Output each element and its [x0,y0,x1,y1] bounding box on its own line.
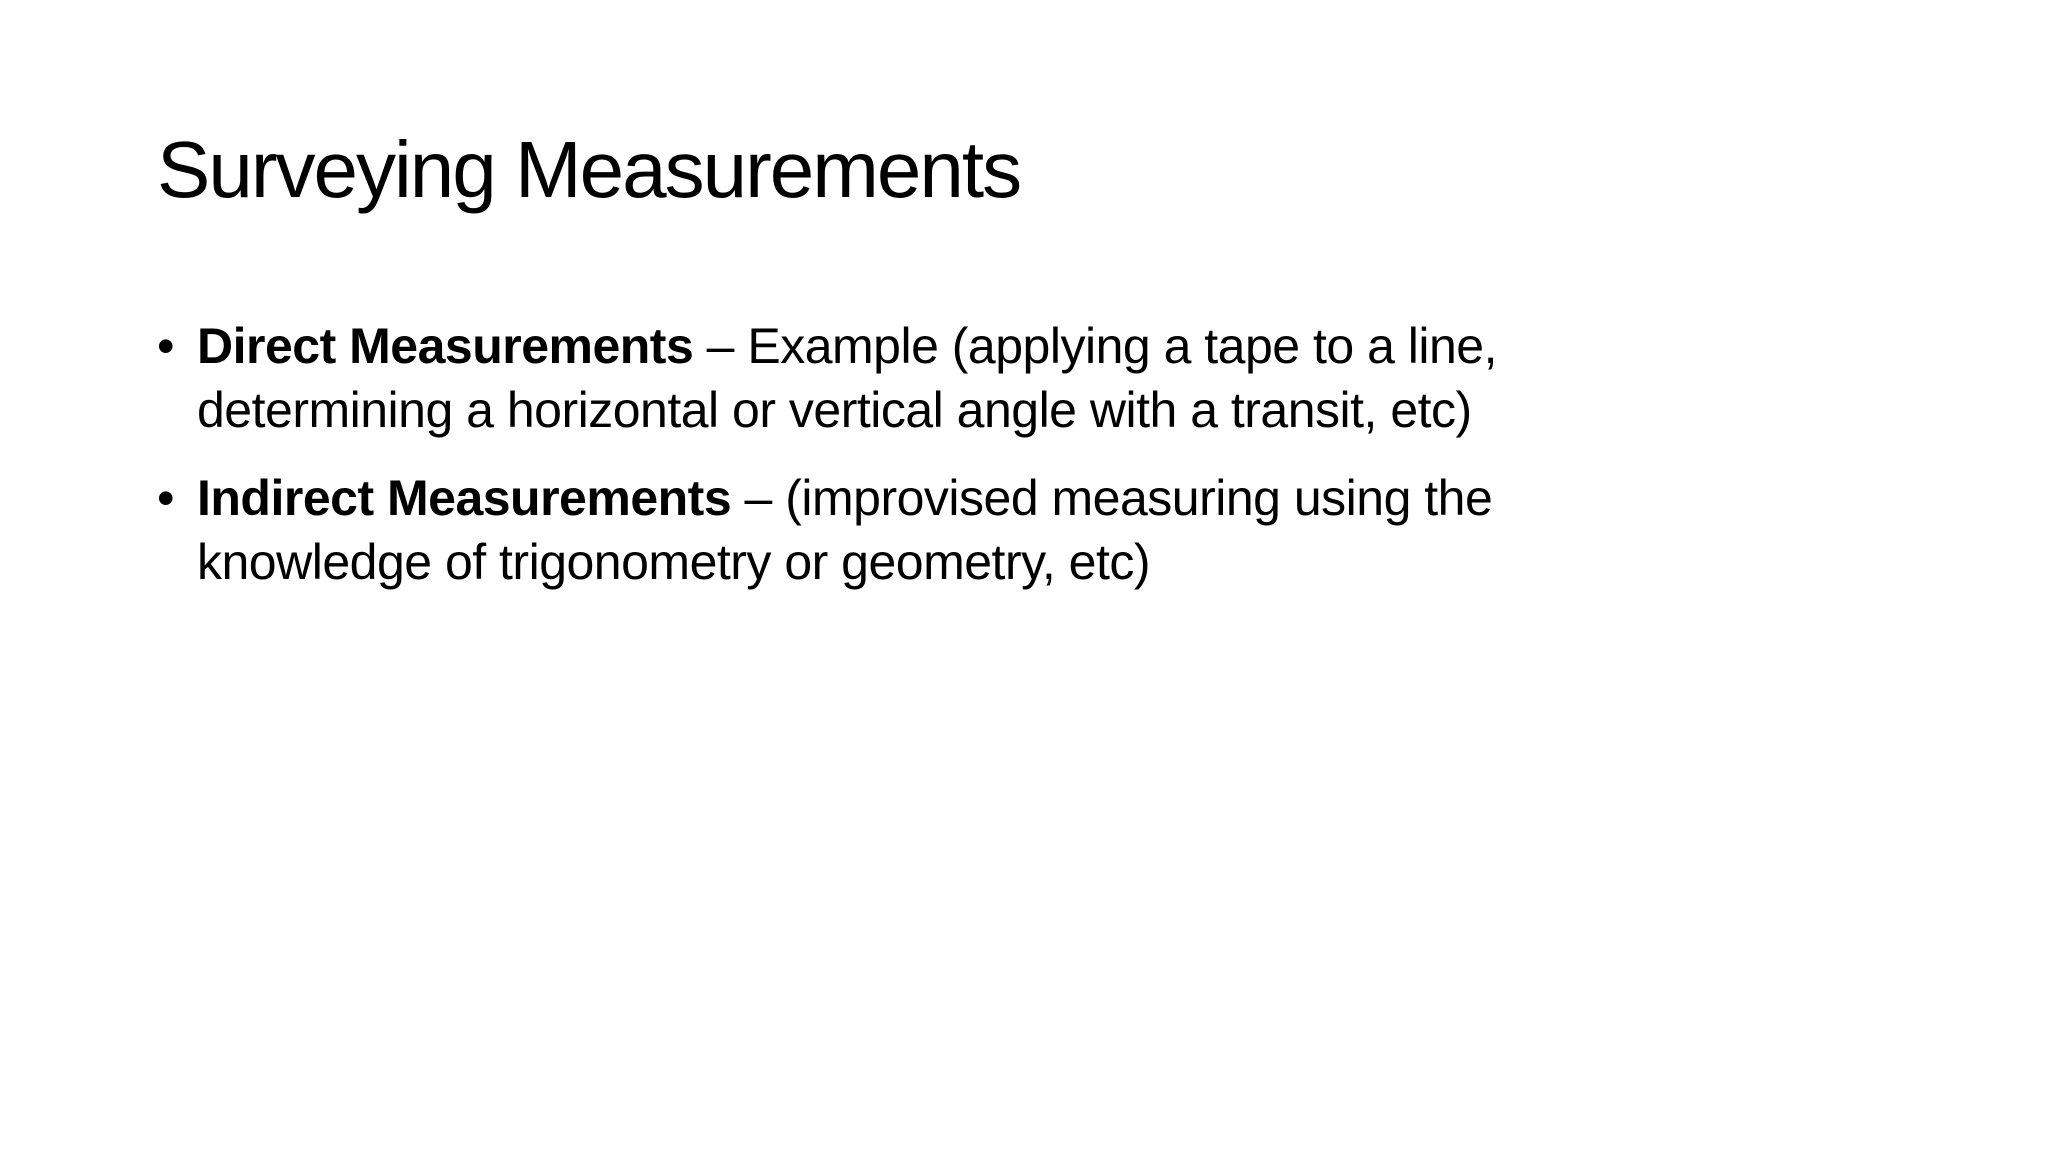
bullet-text-continuation: knowledge of trigonometry or geometry, etc) [197,534,1151,590]
bullet-line [197,314,1717,378]
bullet-line [197,466,1717,530]
bullet-text-continuation: determining a horizontal or vertical angle with a transit, etc) [197,382,1472,438]
bullet-item-direct-measurements [157,314,1717,442]
slide-title: Surveying Measurements [157,125,1021,214]
bullet-text: – (improvised measuring using the [731,470,1493,526]
bullet-term: Indirect Measurements [197,470,732,526]
bullet-term: Direct Measurements [197,318,694,374]
bullet-item-indirect-measurements [157,466,1717,594]
bullet-text: – Example (applying a tape to a line, [693,318,1497,374]
bullet-list [157,314,1717,618]
bullet-icon: • [157,318,175,374]
bullet-icon: • [157,470,175,526]
